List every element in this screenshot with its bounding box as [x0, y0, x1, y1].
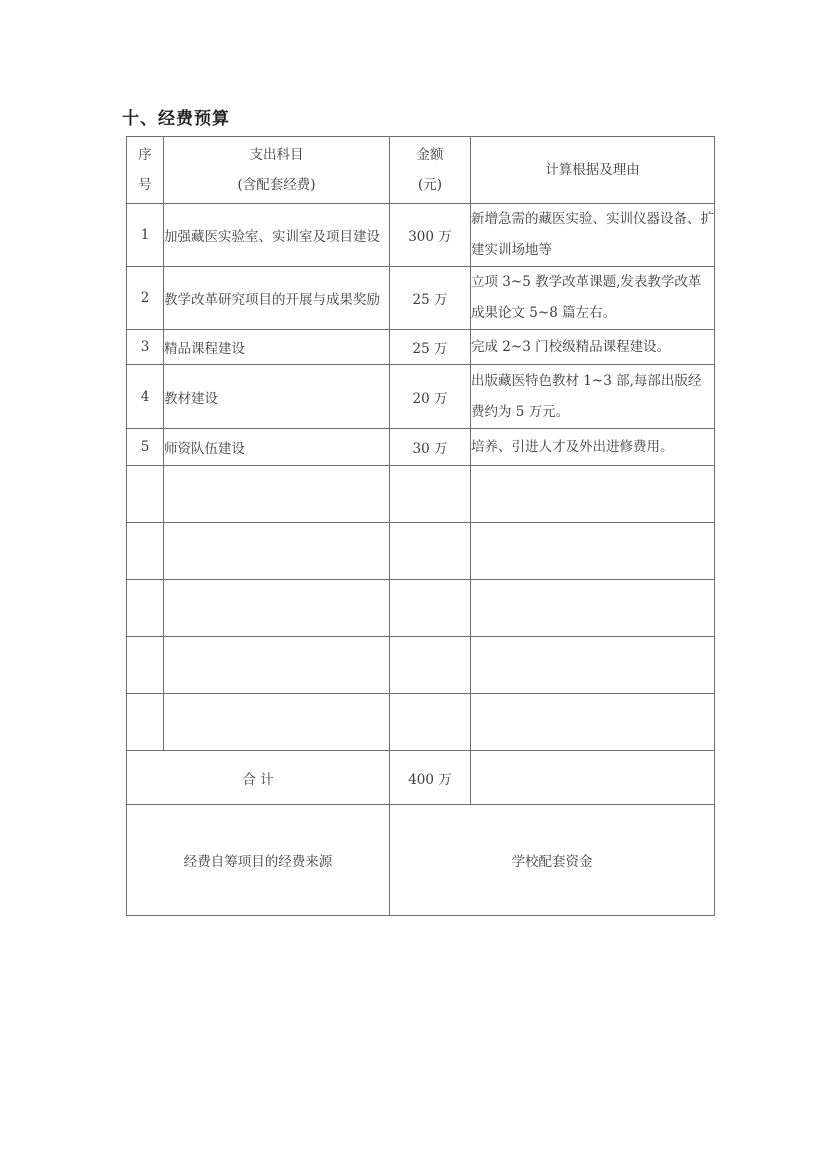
table-row: [127, 330, 715, 365]
header-reason: 计算根据及理由: [471, 137, 715, 204]
row-item: 师资队伍建设: [164, 429, 390, 466]
empty-cell: [127, 694, 164, 751]
row-amount: 300 万: [390, 204, 471, 267]
total-label-cell: 合 计: [127, 751, 390, 805]
header-item: [164, 137, 390, 204]
table-row: [127, 365, 715, 429]
empty-row: [127, 637, 715, 694]
row-item: 教材建设: [164, 365, 390, 429]
empty-cell: [471, 637, 715, 694]
table-row: [127, 267, 715, 330]
empty-cell: [471, 580, 715, 637]
empty-cell: [164, 694, 390, 751]
empty-cell: [127, 637, 164, 694]
row-reason: 立项 3~5 教学改革课题,发表教学改革成果论文 5~8 篇左右。: [471, 267, 715, 330]
empty-row: [127, 580, 715, 637]
header-amount-line1: 金额: [416, 147, 444, 163]
empty-cell: [390, 637, 471, 694]
header-amount: [390, 137, 471, 204]
empty-cell: [390, 466, 471, 523]
total-empty-cell: [471, 751, 715, 805]
budget-table: [126, 136, 715, 916]
row-no: 5: [127, 429, 164, 466]
row-no: 4: [127, 365, 164, 429]
total-amount-cell: 400 万: [390, 751, 471, 805]
page-title: 十、经费预算: [122, 109, 230, 129]
header-item-line2: (含配套经费): [237, 177, 316, 193]
empty-row: [127, 523, 715, 580]
header-item-line1: 支出科目: [249, 147, 304, 163]
row-reason: 培养、引进人才及外出进修费用。: [471, 429, 715, 466]
empty-cell: [127, 580, 164, 637]
empty-row: [127, 694, 715, 751]
row-reason: 完成 2~3 门校级精品课程建设。: [471, 330, 715, 365]
empty-cell: [471, 694, 715, 751]
empty-cell: [471, 523, 715, 580]
empty-cell: [164, 580, 390, 637]
empty-cell: [164, 637, 390, 694]
table-row: [127, 429, 715, 466]
row-no: 2: [127, 267, 164, 330]
empty-cell: [390, 580, 471, 637]
empty-cell: [127, 523, 164, 580]
row-amount: 20 万: [390, 365, 471, 429]
empty-row: [127, 466, 715, 523]
empty-cell: [164, 523, 390, 580]
row-amount: 30 万: [390, 429, 471, 466]
header-amount-line2: (元): [417, 177, 443, 193]
empty-cell: [390, 523, 471, 580]
funding-source-label-cell: 经费自筹项目的经费来源: [127, 805, 390, 916]
row-amount: 25 万: [390, 330, 471, 365]
total-row: [127, 751, 715, 805]
empty-cell: [471, 466, 715, 523]
row-reason: 出版藏医特色教材 1~3 部,每部出版经费约为 5 万元。: [471, 365, 715, 429]
row-item: 教学改革研究项目的开展与成果奖励: [164, 267, 390, 330]
header-no-line1: 序: [138, 147, 152, 163]
empty-cell: [164, 466, 390, 523]
funding-source-row: [127, 805, 715, 916]
empty-cell: [390, 694, 471, 751]
table-row: [127, 204, 715, 267]
header-no: [127, 137, 164, 204]
row-no: 1: [127, 204, 164, 267]
header-row: [127, 137, 715, 204]
row-reason: 新增急需的藏医实验、实训仪器设备、扩建实训场地等: [471, 204, 715, 267]
row-amount: 25 万: [390, 267, 471, 330]
row-no: 3: [127, 330, 164, 365]
row-item: 精品课程建设: [164, 330, 390, 365]
empty-cell: [127, 466, 164, 523]
header-no-line2: 号: [138, 177, 152, 193]
funding-source-value-cell: 学校配套资金: [390, 805, 715, 916]
row-item: 加强藏医实验室、实训室及项目建设: [164, 204, 390, 267]
